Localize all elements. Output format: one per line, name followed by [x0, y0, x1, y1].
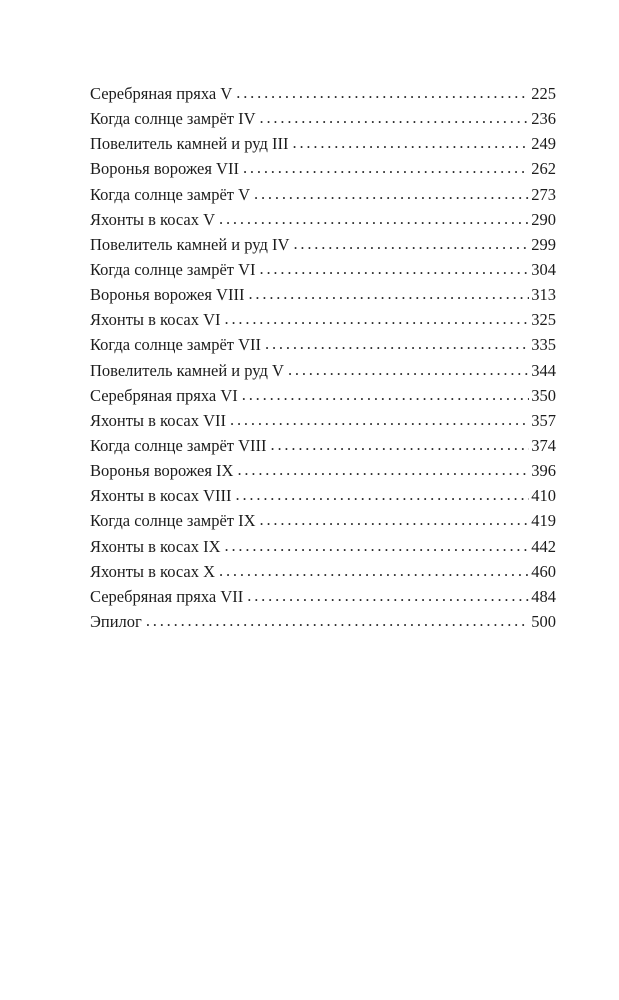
- toc-entry-page-number: 299: [531, 234, 556, 254]
- toc-entry-title: Воронья ворожея VIII: [90, 285, 245, 305]
- dot-leader: [288, 357, 529, 382]
- dot-leader: [271, 432, 530, 457]
- toc-entry-page-number: 374: [531, 435, 556, 455]
- dot-leader: [260, 507, 530, 532]
- toc-entry[interactable]: [90, 232, 556, 257]
- dot-leader: [225, 533, 530, 558]
- toc-entry-title: Яхонты в косах IX: [90, 536, 221, 556]
- toc-entry-title: Повелитель камней и руд V: [90, 360, 284, 380]
- toc-entry-page-number: 357: [531, 410, 556, 430]
- toc-entry-title: Когда солнце замрёт VII: [90, 335, 262, 355]
- toc-entry[interactable]: [90, 408, 556, 433]
- toc-entry[interactable]: [90, 358, 556, 383]
- toc-entry[interactable]: [90, 81, 556, 106]
- toc-entry-page-number: 344: [531, 360, 556, 380]
- toc-entry[interactable]: [90, 307, 556, 332]
- toc-entry-page-number: 419: [531, 511, 556, 531]
- toc-entry-page-number: 410: [531, 486, 556, 506]
- toc-entry-page-number: 484: [531, 586, 556, 606]
- toc-entry[interactable]: [90, 156, 556, 181]
- toc-entry-title: Когда солнце замрёт IX: [90, 511, 256, 531]
- toc-entry[interactable]: [90, 508, 556, 533]
- toc-entry-page-number: 273: [531, 184, 556, 204]
- toc-entry-page-number: 325: [531, 310, 556, 330]
- dot-leader: [260, 256, 530, 281]
- toc-entry-title: Яхонты в косах X: [90, 561, 216, 581]
- toc-entry[interactable]: [90, 609, 556, 634]
- toc-entry-title: Когда солнце замрёт V: [90, 184, 251, 204]
- toc-entry-title: Яхонты в косах VII: [90, 410, 227, 430]
- dot-leader: [265, 331, 529, 356]
- table-of-contents: [90, 81, 556, 634]
- toc-entry[interactable]: [90, 332, 556, 357]
- toc-entry[interactable]: [90, 182, 556, 207]
- toc-entry[interactable]: [90, 458, 556, 483]
- toc-entry[interactable]: [90, 534, 556, 559]
- toc-entry[interactable]: [90, 383, 556, 408]
- toc-entry[interactable]: [90, 433, 556, 458]
- dot-leader: [236, 80, 529, 105]
- toc-entry[interactable]: [90, 282, 556, 307]
- toc-entry-page-number: 249: [531, 134, 556, 154]
- toc-entry-page-number: 500: [531, 611, 556, 631]
- toc-entry-title: Серебряная пряха V: [90, 84, 233, 103]
- toc-entry-page-number: 350: [531, 385, 556, 405]
- toc-entry[interactable]: [90, 559, 556, 584]
- dot-leader: [293, 231, 529, 256]
- dot-leader: [219, 206, 529, 231]
- dot-leader: [260, 105, 530, 130]
- toc-entry-title: Повелитель камней и руд III: [90, 134, 289, 154]
- toc-entry-title: Когда солнце замрёт IV: [90, 109, 256, 129]
- dot-leader: [219, 558, 529, 583]
- dot-leader: [230, 407, 529, 432]
- dot-leader: [247, 583, 529, 608]
- dot-leader: [236, 482, 530, 507]
- toc-entry[interactable]: [90, 131, 556, 156]
- toc-entry[interactable]: [90, 207, 556, 232]
- toc-entry-title: Когда солнце замрёт VI: [90, 259, 256, 279]
- dot-leader: [254, 181, 529, 206]
- dot-leader: [225, 306, 530, 331]
- toc-entry[interactable]: [90, 483, 556, 508]
- toc-entry-title: Серебряная пряха VII: [90, 586, 244, 606]
- toc-entry-page-number: 225: [531, 84, 556, 103]
- dot-leader: [146, 608, 529, 633]
- toc-entry[interactable]: [90, 257, 556, 282]
- toc-entry-title: Яхонты в косах VI: [90, 310, 221, 330]
- toc-entry-page-number: 396: [531, 461, 556, 481]
- toc-entry-page-number: 290: [531, 209, 556, 229]
- toc-entry-title: Воронья ворожея VII: [90, 159, 239, 179]
- toc-entry-page-number: 304: [531, 259, 556, 279]
- toc-entry-title: Эпилог: [90, 611, 142, 631]
- toc-entry-title: Повелитель камней и руд IV: [90, 234, 290, 254]
- toc-entry-title: Когда солнце замрёт VIII: [90, 435, 267, 455]
- toc-entry-title: Воронья ворожея IX: [90, 461, 234, 481]
- dot-leader: [242, 382, 529, 407]
- toc-entry-page-number: 262: [531, 159, 556, 179]
- toc-entry-title: Яхонты в косах VIII: [90, 486, 232, 506]
- toc-entry-page-number: 442: [531, 536, 556, 556]
- dot-leader: [237, 457, 529, 482]
- toc-entry-page-number: 460: [531, 561, 556, 581]
- dot-leader: [248, 281, 529, 306]
- toc-entry-title: Яхонты в косах V: [90, 209, 216, 229]
- toc-entry-page-number: 313: [531, 285, 556, 305]
- dot-leader: [243, 155, 529, 180]
- toc-entry-page-number: 335: [531, 335, 556, 355]
- dot-leader: [293, 130, 530, 155]
- toc-entry[interactable]: [90, 106, 556, 131]
- toc-entry-page-number: 236: [531, 109, 556, 129]
- toc-entry[interactable]: [90, 584, 556, 609]
- toc-entry-title: Серебряная пряха VI: [90, 385, 238, 405]
